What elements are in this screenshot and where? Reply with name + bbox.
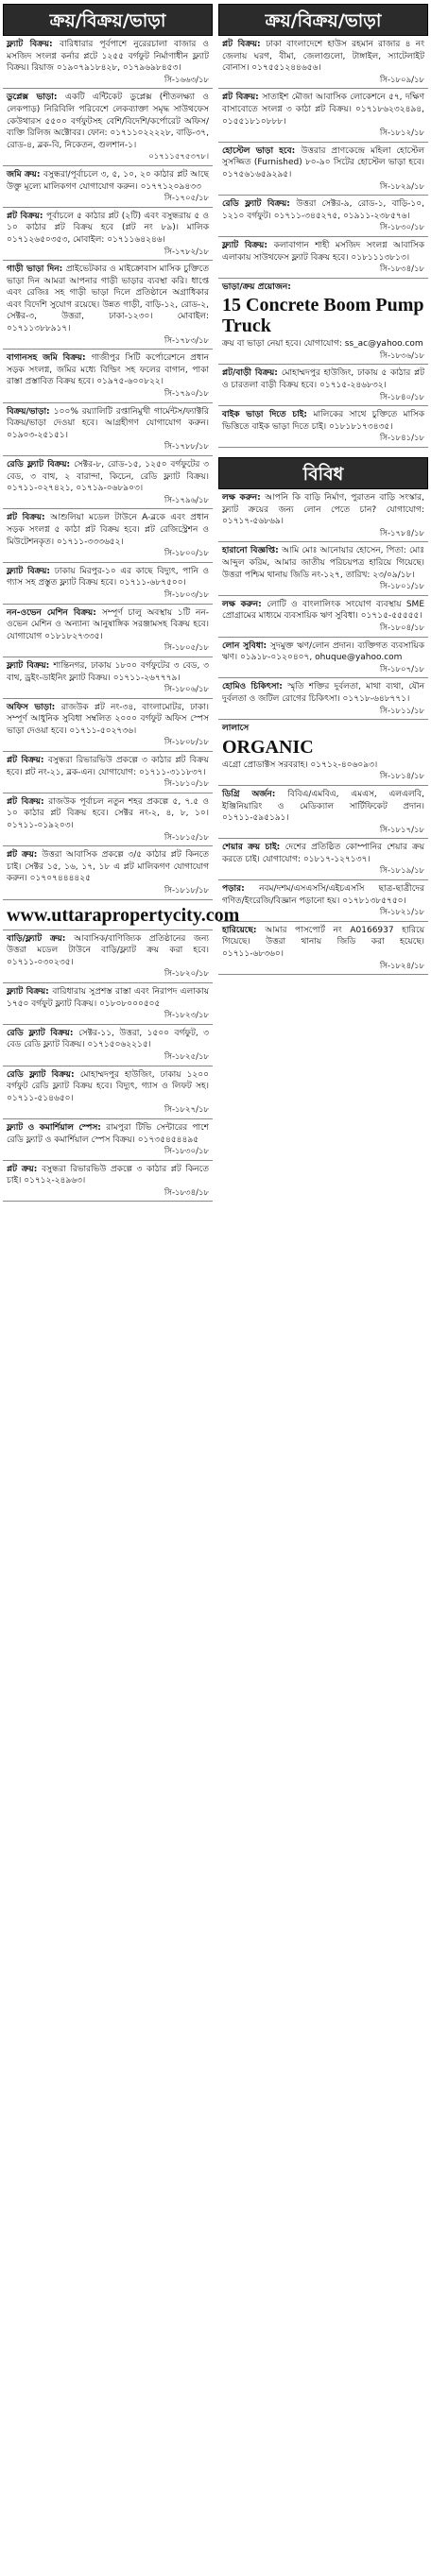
ad-heading: ফ্ল্যাট বিক্রয়: [7, 40, 60, 49]
ad-body: নবম/দশম/এসএসসি/এইচএসসি ছাত্র-ছাত্রীদের গণিত/ইংরেজি/বিজ্ঞান পড়ানো হয়। ০১৭৮১৩৮৫৭৫০। [222, 884, 424, 906]
ad-body: বসুন্ধরা রিভারভিউ প্রকল্পে ৩ কাঠার প্লট কিনতে চাই। ০১৭১২-২৪৯৬৩। [7, 1164, 209, 1186]
ad-reference-code: সি-১৮৪১/১৮ [379, 434, 424, 444]
ad-reference-code: সি-১৮১৭/১৮ [379, 825, 424, 835]
ad-heading: প্লট ক্রয়: [7, 1164, 43, 1174]
ad-heading: ভাড়া/ক্রয় প্রয়োজন: [222, 281, 291, 292]
right-column [218, 4, 428, 975]
ad-heading: পড়ার: [222, 884, 260, 895]
ad-body: বারিধারার পূর্বপাশে নুরেরচালা বাজার ও মসজিদ সংলগ্ন কর্নার প্লটে ১২৫৫ বর্গফুট নির্মাণাধীন ফ্ল্যাট বিক্রয়। রিয়াজ ০১৯০৭৯১৮৪২৮, ০১৭৯৬৯৮৪৫৩। [7, 40, 209, 74]
ad-body: আপনি কি বাড়ি নির্মাণ, পুরাতন বাড়ি সংস্কার, ফ্ল্যাট ক্রয়ের জন্য লোন পেতে চান? যোগাযোগ: ০১৭১৭-৫৬৮৬৯। [222, 493, 424, 527]
ad-heading: লোন সুবিধা: [222, 640, 271, 651]
classified-ad [3, 699, 213, 752]
ad-reference-code: ০১৭১১৫৭৫৩৭৮। [148, 152, 209, 162]
misc-section-header: বিবিধ [218, 457, 428, 489]
ad-reference-code: সি-১৮১৯/১৮ [379, 866, 424, 877]
classified-ad [218, 638, 428, 679]
right-column-header: ক্রয়/বিক্রয়/ভাড়া [218, 4, 428, 36]
ad-reference-code: সি-১৮৩০/১৮ [164, 1147, 209, 1157]
ad-reference-code: সি-১৮২৫/১৮ [164, 1051, 209, 1062]
ad-body: সেক্টর-১১, উত্তরা, ১৫০০ বর্গফুট, ৩ বেড রেডি ফ্ল্যাট বিক্রয়। ০১৭১৫০৬২২১৫। [7, 1028, 209, 1050]
ad-reference-code: সি-১৭৯০/১৮ [164, 389, 209, 400]
ad-reference-code: সি-১৮২৯/১৮ [379, 181, 424, 192]
ad-reference-code: সি-১৮০০/১৮ [164, 549, 209, 559]
ad-reference-code: সি-১৮২৩/১৮ [164, 1011, 209, 1021]
ad-reference-code: সি-১৭৮৪/১৮ [379, 528, 424, 538]
ad-body: উত্তরার প্রাণকেন্দ্রে মহিলা হোস্টেল সুসজ্জিত (Furnished) ৮০-৯০ সিটের হোস্টেল ভাড়া হবে। ০১৭৫৬১৬৫৯২৯৫। [222, 145, 424, 179]
classified-ad [218, 786, 428, 839]
ad-reference-code: সি-১৮০৭/১৮ [379, 664, 424, 674]
ad-body: উত্তরা সেক্টর-৯, রোড-১, বাড়ি-১০, ১২১০ বর্গফুট। ০১৭১১-৩৪৫২৭৫, ০১৯১১-২৩৮৫৭৬। [222, 199, 424, 221]
classified-ad [218, 922, 428, 975]
classified-ad [218, 279, 428, 366]
ad-body: গাজীপুর সিটি কর্পোরেশনে প্রধান সড়ক সংলগ্ন, জমির মধ্যে বিল্ডিং সহ ফলের বাগান, পাকা রাস্তা প্রস্তাবিত বিক্রয় হবে। ০১৯৭৫-৬০০৮২২। [7, 353, 209, 387]
ad-reference-code: সি-১৮১৪/১৮ [379, 772, 424, 782]
ad-heading: প্লট বিক্রয়: [7, 756, 48, 766]
ad-heading: হোমিও চিকিৎসা: [222, 682, 288, 692]
ad-body: স্মৃতি শক্তির দুর্বলতা, মাথা ব্যথা, যৌন দুর্বলতা ও জটিল রোগের চিকিৎসা। ০১৭১৮-৬৪৮৭৭১। [222, 682, 424, 704]
ad-heading: প্লট বিক্রয়: [222, 40, 267, 49]
classified-ad [218, 880, 428, 922]
ad-reference-code: সি-১৭৮৮/১৮ [164, 442, 209, 452]
ad-body: রাজউক প্লট নং-৩৪, বাংলামোটর, ঢাকা। সম্পূর্ণ আধুনিক সুবিধা সম্বলিত ২০০০ বর্গফুট অফিস স্পেস ভাড়া দেওয়া হবে। ০১৭১১-৫০২৭৩৬। [7, 702, 210, 736]
ad-heading: গাড়ী ভাড়া দিন: [7, 264, 66, 275]
ad-heading: প্লট বিক্রয়: [7, 211, 46, 221]
ad-heading: রেডি ফ্ল্যাট বিক্রয়: [7, 460, 75, 469]
ad-body: বসুন্ধরা রিভারভিউ প্রকল্পে ৩ কাঠার প্লট বিক্রয় হবে। প্লট নং-২১, ব্লক-এন। যোগাযোগ: ০১৭১১-৩১১৮৩৭। [7, 756, 209, 777]
classified-ad [3, 456, 213, 509]
classified-ad [218, 489, 428, 542]
ad-body: দেশের প্রতিষ্ঠিত কোম্পানির শেয়ার ক্রয় করতে চাই। যোগাযোগ: ০১৮১৭-১২৭১৩৭। [222, 843, 424, 864]
ad-body: উত্তরা আবাসিক প্রকল্পে ৩/৫ কাঠার প্লট কিনতে চাই। সেক্টর ১৫, ১৬, ১৭, ১৮ এ প্লট মালিকগণ যোগাযোগ করুন। ০১৭০৭৪৪৪৪২৫ [7, 850, 209, 884]
ad-banner: 15 Concrete Boom Pump Truck [222, 295, 424, 337]
ad-heading: রেডি ফ্ল্যাট বিক্রয়: [222, 199, 297, 210]
ad-heading: প্লট বিক্রয়: [7, 796, 49, 807]
ad-banner: www.uttarapropertycity.com [7, 904, 240, 926]
ad-heading: লালাসে [222, 724, 250, 734]
classified-ad [218, 36, 428, 89]
ad-reference-code: সি-১৮৩৪/১৮ [164, 1187, 209, 1198]
ad-body: বসুন্ধরা/পূর্বাচলে ৩, ৫, ১০, ২০ কাঠার প্লট আছে উক্তু মূল্যে মালিকগণ যোগাযোগ করুন। ০১৭৭১২০৯৪৩৩ [7, 169, 209, 192]
classified-ad [3, 403, 213, 456]
ad-heading: ফ্ল্যাট বিক্রয়: [7, 566, 55, 576]
ad-heading: ডিগ্রি অর্জন: [222, 789, 288, 799]
ad-body: ক্রয় বা ভাড়া নেয়া হবে। যোগাযোগ: ss_ac@yahoo.com [222, 339, 423, 350]
classified-ad [218, 720, 428, 786]
ad-heading: ডুপ্লেক্স ভাড়া: [7, 93, 66, 103]
ad-body: মোহাম্মদপুর হাউজিং, ঢাকায় ১২০০ বর্গফুট রেডি ফ্ল্যাট বিক্রয় হবে। বিদ্যুৎ, গ্যাস ও লিফট সহ। ০১৭১১-৫১৪৬৫০। [7, 1069, 209, 1103]
ad-reference-code: সি-১৮৩০/১৮ [379, 223, 424, 233]
classified-ad [3, 900, 240, 930]
classified-ad [3, 793, 213, 846]
classified-ad [3, 36, 213, 89]
ad-heading: প্লট বিক্রয়: [222, 93, 263, 103]
ad-body: বিবিএ/এমবিএ, এমএস, এলএলবি, ইঞ্জিনিয়ারিং ও মেডিক্যাল সার্টিফিকেট প্রদান। ০১৭১১-৫৯৫১৯১। [222, 789, 424, 824]
classified-ad [218, 406, 428, 448]
ad-body: ঢাকা বাংলাদেশে হাউস রহমান রাজার ৪ নং জেলায় ঘরগ, বীমা, জেলাগুলো, টাঙ্গাইল, স্যাটেলাইট বোনাস। ০১৭৫৫১২৪৪৬৫৬। [222, 40, 425, 74]
ad-reference-code: সি-১৮২০/১৮ [164, 969, 209, 980]
ad-heading: বিক্রয়/ভাড়া: [7, 406, 54, 417]
classified-ad [218, 365, 428, 406]
ad-body: মোহাম্মদপুর হাউজিং, ঢাকায় ৫ কাঠার প্লট ও চারতলা বাড়ী বিক্রয় হবে। ০১৭১৫-২৪৬৮৩২। [222, 368, 425, 391]
ad-body: কলাবাগান শাহী মসজিদ সংলগ্ন আবাসিক এলাকায় সাউথফেস ফ্ল্যাট বিক্রয় হবে। ০১৮১১১৩৮১৩। [222, 240, 424, 263]
ad-reference-code: সি-১৮০৪/১৮ [379, 623, 424, 633]
classified-ad [3, 605, 213, 657]
ad-body: সেক্টর-৮, রোড-১৫, ১২৫০ বর্গফুটের ৩ বেড, ৩ বাথ, ২ বারান্দা, কিচেন, রেডি ফ্ল্যাট বিক্রয়। ০১৭১১-০২৭৪২১, ০১৭১৯-০৬৮৯০৩। [7, 460, 209, 494]
classified-ad [218, 89, 428, 142]
right-listings [218, 36, 428, 448]
ad-reference-code: সি-১৭০৫/১৮ [164, 194, 209, 204]
classified-ad [218, 143, 428, 196]
ad-body: সাতাইশ মৌজা আবাসিক লোকেশনে ৫৭, দক্ষিণ বাসাবোতে সংলগ্ন ৩ কাঠা প্লট বিক্রয়। ০১৭১৮৬২৩২৪৯৪, ০১৫৫১৮১০৮৮৮। [222, 93, 424, 127]
ad-heading: বাড়ি/ফ্ল্যাট ক্রয়: [7, 933, 75, 944]
ad-heading: হোস্টেল ভাড়া হবে: [222, 145, 302, 156]
ad-body: আবাসিক/বাণিজ্যিক প্রতিষ্ঠানের জন্য উত্তরা মডেল টাউনে বাড়ি/ফ্ল্যাট ক্রয় করা হবে। ০১৭১১-০৩০২৩৫। [7, 933, 209, 967]
ad-reference-code: সি-১৮২৭/১৮ [164, 1105, 209, 1116]
ad-body: এগ্রো প্রোডাক্টস সরবরাহ। ০১৭১২-৪০৬০৯৩। [222, 759, 378, 770]
ad-reference-code: সি-১৮০৫/১৮ [164, 643, 209, 654]
ad-heading: রেডি ফ্ল্যাট বিক্রয়: [7, 1069, 80, 1080]
ad-heading: ফ্ল্যাট বিক্রয়: [222, 240, 274, 250]
ad-body: ঢাকায় মিরপুর-১০ এর কাছে বিদ্যুৎ, পানি ও গ্যাস সহ প্রস্তুত ফ্ল্যাট বিক্রয় হবে। ০১৭১১-৬৮৭৫০০। [7, 566, 209, 589]
ad-reference-code: সি-১৭৮২/১৮ [164, 247, 209, 257]
left-column-header: ক্রয়/বিক্রয়/ভাড়া [3, 4, 213, 36]
ad-banner: ORGANIC [222, 736, 314, 758]
ad-body: রামপুরা টিভি সেন্টারের পাশে রেডি ফ্ল্যাট ও কমার্শিয়াল স্পেস বিক্রয়। ০১৭৩৫৪৫৪৪৯৫ [7, 1122, 209, 1145]
ad-heading: শেয়ার ক্রয় চাই: [222, 843, 285, 853]
classified-ad [3, 350, 213, 402]
misc-listings [218, 489, 428, 975]
ad-reference-code: সি-১৮৪০/১৮ [379, 392, 424, 402]
classified-ad [218, 196, 428, 237]
ad-heading: ফ্ল্যাট বিক্রয়: [7, 660, 54, 671]
ad-heading: প্লট ক্রয়: [7, 850, 43, 861]
classified-ad [3, 657, 213, 699]
classified-ad [3, 752, 213, 793]
ad-body: আমি মোঃ আনোয়ার হোসেন, পিতা: মোঃ আব্দুল করিম, আমার জাতীয় পরিচয়পত্র হারিয়ে গিয়েছে। উত্তরা পশ্চিম থানায় জিডি নং-১২৭, তারিখ: ২৩/০৯/১৮। [222, 546, 424, 580]
classified-ad [218, 542, 428, 595]
classified-ad [3, 89, 213, 166]
classified-ad [3, 509, 213, 562]
ad-reference-code: সি-১৮১৫/১৮ [164, 832, 209, 843]
ad-body: একটি এন্টিকেট ডুপ্লেক্স (শীতলক্ষ্যা ও লেকপাড়) নিরিবিলি পরিবেশে লেকব্যাক্তা সমৃদ্ধ সাউথফেস কেউথারস ৫৫০০ বর্গফুটসহ বেশি/বিদেশি/কর্পোরেট অফিস/ব্যক্তি রিলিজ অক্টোবর। ফোন: ০১৭১১০২২২২৮, বাড়ি-৩৭, রোড-৪, ব্লক-বি, নিকেতন, গুলশান-১। [7, 93, 209, 150]
ad-heading: প্লট/বাড়ী বিক্রয়: [222, 368, 282, 379]
classified-ad [218, 678, 428, 720]
ad-reference-code: সি-১৮১২/১৮ [379, 128, 424, 139]
ad-reference-code: সি-১৮২১/১৮ [379, 908, 424, 918]
ad-reference-code: সি-১৮০১/১৮ [379, 582, 424, 592]
ad-body: লোটি ও বাংলালিংক সংযোগ ব্যবস্থায় SME প্রোগ্রামের মাধ্যমে ব্যবসায়িক ঋণ সুবিধা। ০১৭১৫-৫৫৫৫৫। [222, 599, 425, 622]
ad-reference-code: সি-১৮২৪/১৮ [379, 961, 424, 971]
classified-ad [3, 1025, 213, 1066]
classified-ad [218, 839, 428, 880]
ad-heading: লক্ষ করুন: [222, 493, 266, 503]
classified-ad [3, 166, 213, 208]
ad-reference-code: সি-১৭৯৬/১৮ [164, 495, 209, 505]
ad-body: প্রাইভেটকার ও মাইক্রোবাস মাসিক চুক্তিতে ভাড়া দিন আমরা আপনার গাড়ী ভাড়ার ব্যবস্থা করি। ধাপ্তে এবং রেজিঃ সহ গাড়ী ভাড়া দিলে প্রতিষ্ঠানে অগ্রাধিকার এবং বিদেশি সুযোগ রয়েছে। উন্নত গাড়ী, বাড়ি-১২, রোড-২, সেক্টর-৩, উত্তরা, ঢাকা-১২৩০। মোবাইল: ০১৭১১৩৮৮৯১৭। [7, 264, 209, 334]
ad-reference-code: সি-১৮০৯/১৮ [379, 75, 424, 85]
classified-ad [3, 983, 213, 1025]
classified-ad [3, 930, 213, 983]
ad-heading: জমি ক্রয়: [7, 169, 43, 179]
ad-heading: প্লট বিক্রয়: [7, 513, 51, 523]
ad-reference-code: সি-১৬৬৩/১৮ [164, 75, 209, 85]
classified-ad [3, 1119, 213, 1161]
classified-ad [3, 1161, 213, 1203]
classified-ad [218, 237, 428, 279]
classified-ad [218, 596, 428, 638]
ad-body: বারিধারায় সুপ্রশস্ত রাস্তা এবং নিরাপদ এলাকায় ১৭৫০ বর্গফুট ফ্ল্যাট বিক্রয়। ০১৮০৮০০০৫০৫ [7, 986, 209, 1009]
ad-heading: অফিস ভাড়া: [7, 702, 61, 712]
ad-body: আশুলিয়া মডেল টাউনে A-ব্লকে এবং প্রধান সড়ক সংলগ্ন ৫ কাঠা প্লট বিক্রয় হবে। প্লট রেজিস্ট্রেশন ও মিউটেশনকৃত। ০১৭১১-৩৩৩৬৫২। [7, 513, 210, 547]
ad-reference-code: সি-১৮৩৬/১৮ [379, 350, 424, 361]
ad-reference-code: সি-১৭৮৩/১৮ [164, 335, 209, 346]
ad-heading: ফ্ল্যাট ও কমার্শিয়াল স্পেস: [7, 1122, 107, 1133]
ad-reference-code: সি-১৮০৮/১৮ [164, 738, 209, 748]
ad-reference-code: সি-১৮১০/১৮ [164, 779, 209, 790]
ad-body: ১০০% রয়্যালিটি রপ্তানিমুখী গার্মেন্টস/ফ্যাক্টরি বিক্রয়/ভাড়া দেওয়া হবে। আগ্রহীগণ যোগাযোগ করুন। ০১৯০৩-২৫১৫১। [7, 406, 209, 440]
ad-heading: নন-ওভেন মেশিন বিক্রয়: [7, 607, 102, 618]
ad-body: সম্পূর্ণ চালু অবস্থায় ১টি নন-ওভেন মেশিন ও অন্যান্য আনুষাঙ্গিক সরঞ্জামসহ বিক্রয় হবে। যোগাযোগ ০১৮১৮২৭৩৩৫। [7, 607, 209, 641]
ad-body: পূর্বাচলে ৫ কাঠার প্লট (২টি) এবং বসুন্ধরায় ৫ ও ১০ কাঠার প্লট বিক্রয় হবে (প্লট নং ৮৯)। মালিক ০১৭১২৬৫০৩৫৩, মোবাইল: ০১৭১১৬৪২৪৬। [7, 211, 209, 245]
classified-ad [3, 261, 213, 350]
classified-ad [3, 1066, 213, 1119]
ad-heading: বাইক ভাড়া দিতে চাই: [222, 410, 314, 420]
ad-heading: হারিয়েছে: [222, 925, 266, 935]
ad-heading: লক্ষ করুন: [222, 599, 267, 609]
classified-ad [3, 563, 213, 605]
ad-body: মালিকের সাথে চুক্তিতে মাসিক ভিত্তিতে বাইক ভাড়া দিতে চাই। ০১৮১৮১৭৩৪৩৫। [222, 410, 424, 432]
ad-reference-code: সি-১৮১১/১৮ [379, 706, 424, 716]
ad-reference-code: সি-১৮১৮/১৮ [164, 886, 209, 896]
ad-heading: ফ্ল্যাট বিক্রয়: [7, 986, 53, 997]
ad-heading: রেডি ফ্ল্যাট বিক্রয়: [7, 1028, 79, 1038]
ad-reference-code: সি-১৮০৩/১৮ [164, 589, 209, 600]
ad-reference-code: সি-১৮০৬/১৮ [164, 685, 209, 695]
ad-heading: হারানো বিজ্ঞপ্তি: [222, 546, 283, 556]
classified-ad [3, 846, 213, 899]
ad-reference-code: সি-১৮৩৪/১৮ [379, 264, 424, 275]
ad-body: আমার পাসপোর্ট নং A0166937 হারিয়ে গিয়েছে। উত্তরা থানায় জিডি করা হয়েছে। ০১৭১১-৬৮৩৬০। [222, 925, 425, 960]
ad-heading: বাগানসহ জমি বিক্রয়: [7, 353, 92, 364]
ad-body: সুদমুক্ত ঋণ/লোন প্রদান। ব্যক্তিগত ব্যবসায়িক ঋণ। ০১৯১৮-০১২০৪০৭, ohuque@yahoo.com [222, 640, 424, 663]
ad-body: রাজউক পূর্বাচল নতুন শহর প্রকল্পে ৫, ৭.৫ ও ১০ কাঠার প্লট বিক্রয় হবে। সেক্টর নং-২, ৪, ৮, ১০। ০১৭১১-০১৯২০৩। [7, 796, 210, 831]
classified-ad [3, 208, 213, 261]
ad-body: শান্তিনগর, ঢাকায় ১৮০০ বর্গফুটের ৩ বেড, ৩ বাথ, ড্রইং-ডাইনিং ফ্ল্যাট বিক্রয়। ০১৭১১-২৬৭৭৭৯। [7, 660, 210, 683]
